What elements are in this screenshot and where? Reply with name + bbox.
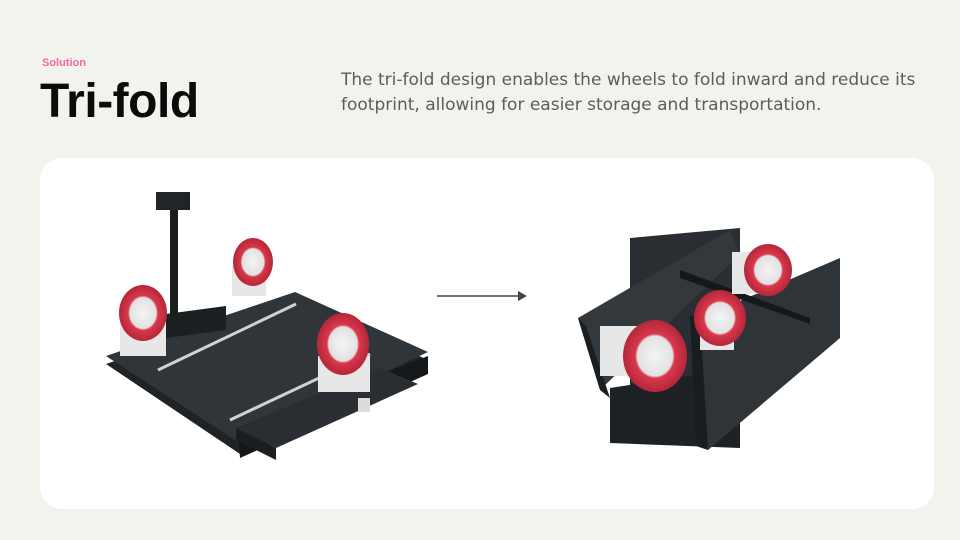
folded-cart-illustration: [578, 228, 840, 450]
unfolded-cart-illustration: [106, 192, 428, 460]
eyebrow-label: Solution: [42, 57, 86, 69]
caster-wheel-icon: [232, 238, 273, 296]
image-card: [40, 158, 934, 509]
slide-description: The tri-fold design enables the wheels to fold inward and reduce its footprint, allowing for easier storage and transportation.: [341, 70, 916, 115]
caster-wheel-icon: [732, 244, 792, 296]
caster-wheel-icon: [119, 285, 167, 356]
caster-wheel-icon: [600, 320, 687, 392]
slide-title: Tri-fold: [40, 75, 199, 128]
illustration-canvas: [40, 158, 934, 509]
right-arrow-icon: [437, 291, 527, 301]
caster-wheel-icon: [317, 313, 370, 392]
